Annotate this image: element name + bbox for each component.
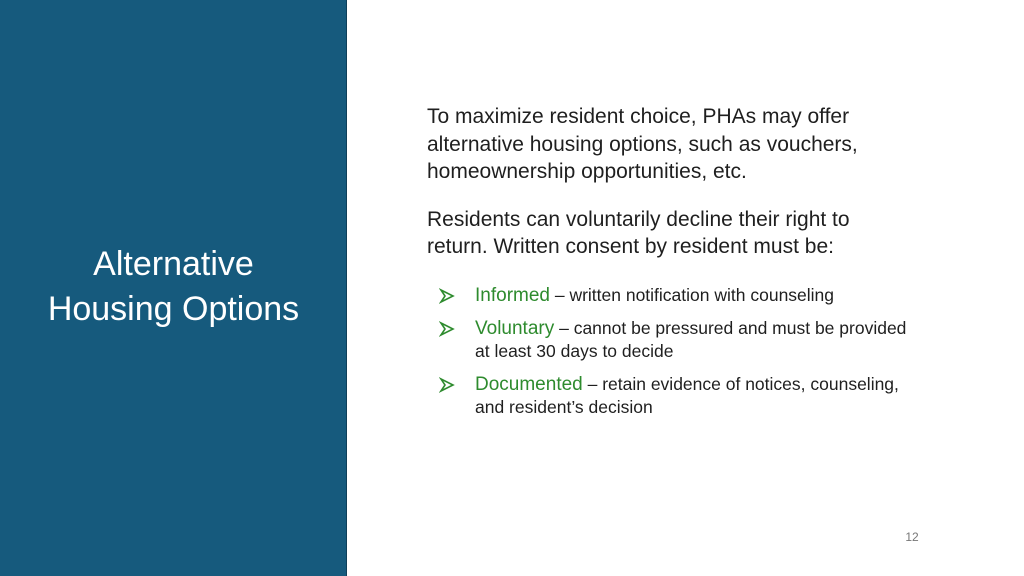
list-item-documented [437,373,917,419]
slide-title-line-1: Alternative [93,245,254,283]
paragraph-alternative-options: To maximize resident choice, PHAs may offer alternative housing options, such as vouchers, homeownership opportunities, etc. [427,105,858,183]
term-voluntary: Voluntary [475,317,555,339]
arrowhead-bullet-icon [439,377,455,393]
slide-title [0,242,347,332]
list-item-informed [437,284,917,307]
consent-criteria-list [437,284,917,419]
arrowhead-bullet-icon [439,288,455,304]
paragraph-consent: Residents can voluntarily decline their right to return. Written consent by resident must be: [427,207,850,258]
desc-informed: – written notification with counseling [549,284,835,305]
page-number: 12 [905,530,919,544]
term-informed: Informed [475,284,550,306]
arrowhead-bullet-icon [439,321,455,337]
list-item-voluntary [437,317,917,363]
slide-content [427,103,917,429]
term-documented: Documented [475,373,583,395]
desc-documented: – retain evidence of notices, counseling, and resident’s decision [475,373,899,417]
desc-voluntary: – cannot be pressured and must be provided at least 30 days to decide [475,317,907,361]
slide-title-line-2: Housing Options [47,290,300,328]
title-panel [0,0,347,576]
